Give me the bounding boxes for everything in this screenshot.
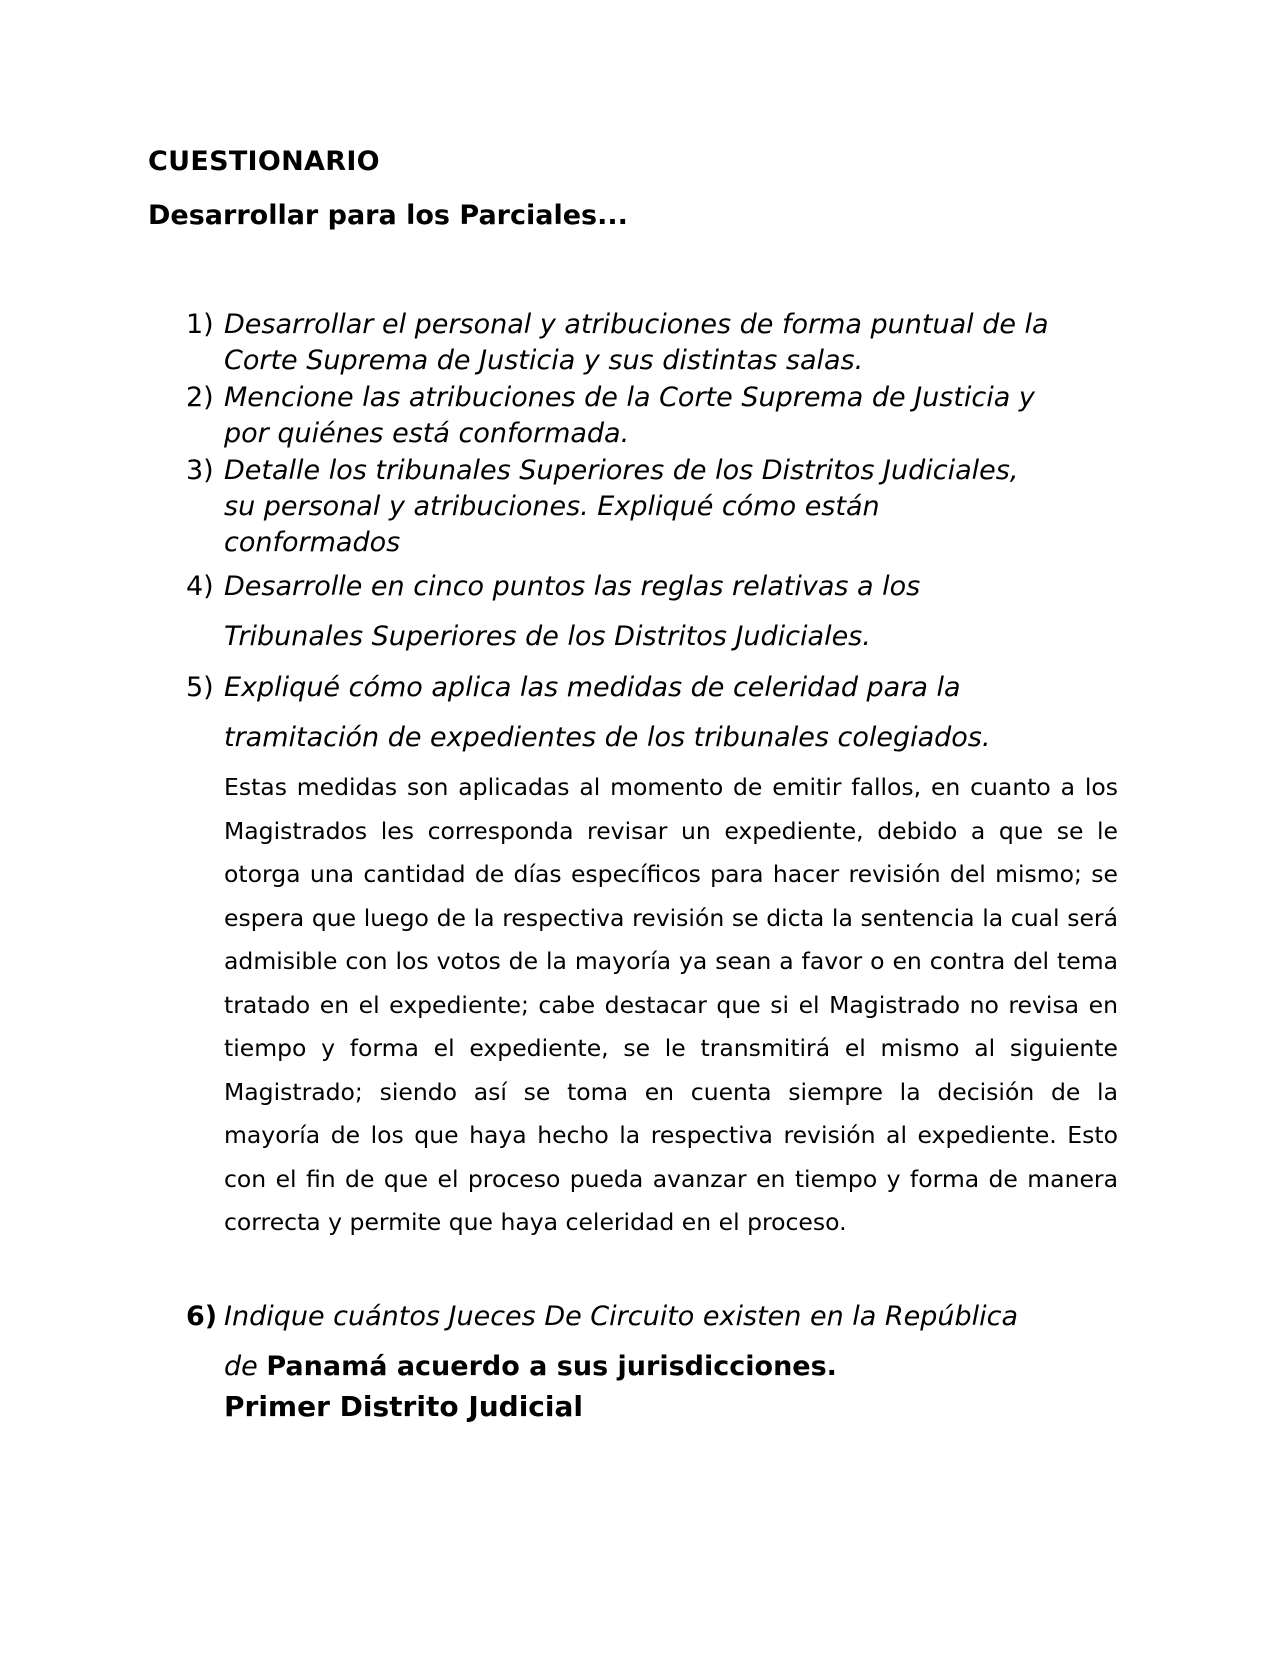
question-number: 6) xyxy=(186,1301,218,1332)
question-text-line: su personal y atribuciones. Expliqué cómo están xyxy=(224,491,880,522)
district-heading: Primer Distrito Judicial xyxy=(224,1390,583,1423)
question-text-line: Mencione las atribuciones de la Corte Suprema de Justicia y xyxy=(224,382,1035,413)
question-text-italic: de xyxy=(224,1351,258,1382)
question-text-bold: Panamá acuerdo a sus jurisdicciones. xyxy=(266,1351,837,1382)
document-subtitle: Desarrollar para los Parciales... xyxy=(148,200,628,231)
question-text-line: por quiénes está conformada. xyxy=(224,418,630,449)
answer-paragraph: Estas medidas son aplicadas al momento de emitir fallos, en cuanto a los Magistrados les corresponda revisar un expediente, debido a que se le otorga una cantidad de días específicos para hacer revisión del mismo; se espera que luego de la respectiva revisión se dicta la sentencia la cual será admisible con los votos de la mayoría ya sean a favor o en contra del tema tratado en el expediente; cabe destacar que si el Magistrado no revisa en tiempo y forma el expediente, se le transmitirá el mismo al siguiente Magistrado; siendo así se toma en cuenta siempre la decisión de la mayoría de los que haya hecho la respectiva revisión al expediente. Esto con el fin de que el proceso pueda avanzar en tiempo y forma de manera correcta y permite que haya celeridad en el proceso. xyxy=(224,773,1118,1236)
question-number: 4) xyxy=(186,571,214,602)
question-2 xyxy=(186,380,1035,452)
question-number: 5) xyxy=(186,672,214,703)
question-text-line: Desarrolle en cinco puntos las reglas relativas a los xyxy=(224,571,921,602)
question-text-line: conformados xyxy=(224,527,401,558)
question-1 xyxy=(186,307,1049,379)
question-text-line: Tribunales Superiores de los Distritos Judiciales. xyxy=(224,621,871,652)
question-text-line: Desarrollar el personal y atribuciones de forma puntual de la xyxy=(224,309,1049,340)
question-text-line xyxy=(224,1342,1018,1392)
question-text-line: Indique cuántos Jueces De Circuito existen en la República xyxy=(224,1301,1019,1332)
question-text-line: Corte Suprema de Justicia y sus distintas salas. xyxy=(224,345,864,376)
document-title: CUESTIONARIO xyxy=(148,146,380,177)
question-text-line: Expliqué cómo aplica las medidas de celeridad para la xyxy=(224,672,961,703)
question-number: 1) xyxy=(186,309,214,340)
question-number: 2) xyxy=(186,382,214,413)
question-4 xyxy=(186,562,921,662)
question-number: 3) xyxy=(186,455,214,486)
question-5 xyxy=(186,663,991,763)
question-text-line: tramitación de expedientes de los tribunales colegiados. xyxy=(224,722,991,753)
question-text-line: Detalle los tribunales Superiores de los Distritos Judiciales, xyxy=(224,455,1019,486)
question-3 xyxy=(186,453,1019,561)
question-6 xyxy=(186,1292,1019,1392)
